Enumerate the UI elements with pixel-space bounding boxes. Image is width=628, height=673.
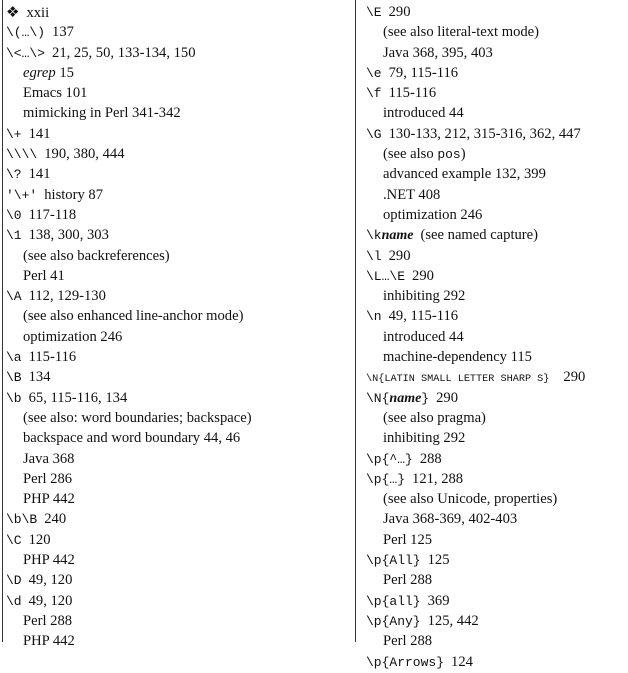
index-subentry: egrep 15 xyxy=(23,64,74,81)
index-subentry: PHP 442 xyxy=(23,491,75,508)
index-subentry: inhibiting 292 xyxy=(383,288,466,305)
index-entry: \(…\) 137 xyxy=(6,24,74,41)
index-subentry: PHP 442 xyxy=(23,633,75,650)
index-subentry: introduced 44 xyxy=(383,328,464,345)
index-subentry: advanced example 132, 399 xyxy=(383,166,546,183)
index-subentry: introduced 44 xyxy=(383,105,464,122)
index-entry: \n 49, 115-116 xyxy=(366,308,459,325)
index-entry: \e 79, 115-116 xyxy=(366,64,459,81)
index-subentry: optimization 246 xyxy=(383,206,483,223)
index-entry: \C 120 xyxy=(6,531,51,548)
index-entry: \p{^…} 288 xyxy=(366,450,442,467)
index-entry: \0 117-118 xyxy=(6,206,77,223)
index-subentry: (see also Unicode, properties) xyxy=(383,491,558,508)
index-subentry: Perl 125 xyxy=(383,531,433,548)
index-subentry: (see also backreferences) xyxy=(23,247,170,264)
index-column-left xyxy=(6,2,346,652)
index-entry: \B 134 xyxy=(6,369,51,386)
page-header xyxy=(6,2,346,22)
index-entry: \p{All} 125 xyxy=(366,552,450,569)
index-entry: \L…\E 290 xyxy=(366,267,434,284)
index-entry: \p{all} 369 xyxy=(366,592,450,609)
index-entry: \\\\ 190, 380, 444 xyxy=(6,146,125,163)
index-entry: \? 141 xyxy=(6,166,51,183)
index-entry: \b 65, 115-116, 134 xyxy=(6,389,128,406)
index-entry: \1 138, 300, 303 xyxy=(6,227,109,244)
index-subentry: optimization 246 xyxy=(23,328,123,345)
index-entry: \A 112, 129-130 xyxy=(6,288,106,305)
index-subentry: Perl 288 xyxy=(383,633,433,650)
index-subentry: Perl 288 xyxy=(383,572,433,589)
index-subentry: (see also pragma) xyxy=(383,409,486,426)
index-entry: \kname (see named capture) xyxy=(366,227,538,244)
index-entry: \d 49, 120 xyxy=(6,592,73,609)
index-entry: '\+' history 87 xyxy=(6,186,103,203)
index-subentry: mimicking in Perl 341-342 xyxy=(23,105,181,122)
index-subentry: .NET 408 xyxy=(383,186,441,203)
diamond-icon: ❖ xyxy=(6,3,20,21)
index-subentry: PHP 442 xyxy=(23,552,75,569)
index-entry: \p{Arrows} 124 xyxy=(366,653,473,670)
index-subentry: (see also: word boundaries; backspace) xyxy=(23,409,252,426)
index-entry: \a 115-116 xyxy=(6,349,77,366)
index-entry: \N{name} 290 xyxy=(366,389,458,406)
index-entry: \p{…} 121, 288 xyxy=(366,470,464,487)
index-entry: \G 130-133, 212, 315-316, 362, 447 xyxy=(366,125,581,142)
index-subentry: (see also pos) xyxy=(383,146,466,163)
index-entry: \b\B 240 xyxy=(6,511,67,528)
index-subentry: Java 368, 395, 403 xyxy=(383,44,493,61)
index-subentry: machine-dependency 115 xyxy=(383,349,532,366)
index-subentry: inhibiting 292 xyxy=(383,430,466,447)
index-entry: \D 49, 120 xyxy=(6,572,73,589)
index-subentry: (see also enhanced line-anchor mode) xyxy=(23,308,244,325)
index-subentry: Java 368 xyxy=(23,450,75,467)
column-divider-rule xyxy=(355,0,356,642)
index-entry: \E 290 xyxy=(366,4,411,20)
index-entry: \<…\> 21, 25, 50, 133-134, 150 xyxy=(6,44,196,61)
index-entry: \f 115-116 xyxy=(366,85,437,102)
index-entry: \N{LATIN SMALL LETTER SHARP S} 290 xyxy=(366,369,586,386)
index-subentry: Java 368-369, 402-403 xyxy=(383,511,518,528)
index-column-right xyxy=(366,2,624,672)
index-entry: \+ 141 xyxy=(6,125,51,142)
index-subentry: (see also literal-text mode) xyxy=(383,24,540,41)
left-margin-rule xyxy=(2,0,3,642)
index-subentry: Emacs 101 xyxy=(23,85,88,102)
index-entry: \p{Any} 125, 442 xyxy=(366,612,479,629)
index-subentry: Perl 41 xyxy=(23,267,65,284)
index-entry: \l 290 xyxy=(366,247,411,264)
index-subentry: Perl 288 xyxy=(23,612,73,629)
index-subentry: Perl 286 xyxy=(23,470,73,487)
page-number: xxii xyxy=(26,5,50,21)
index-subentry: backspace and word boundary 44, 46 xyxy=(23,430,241,447)
